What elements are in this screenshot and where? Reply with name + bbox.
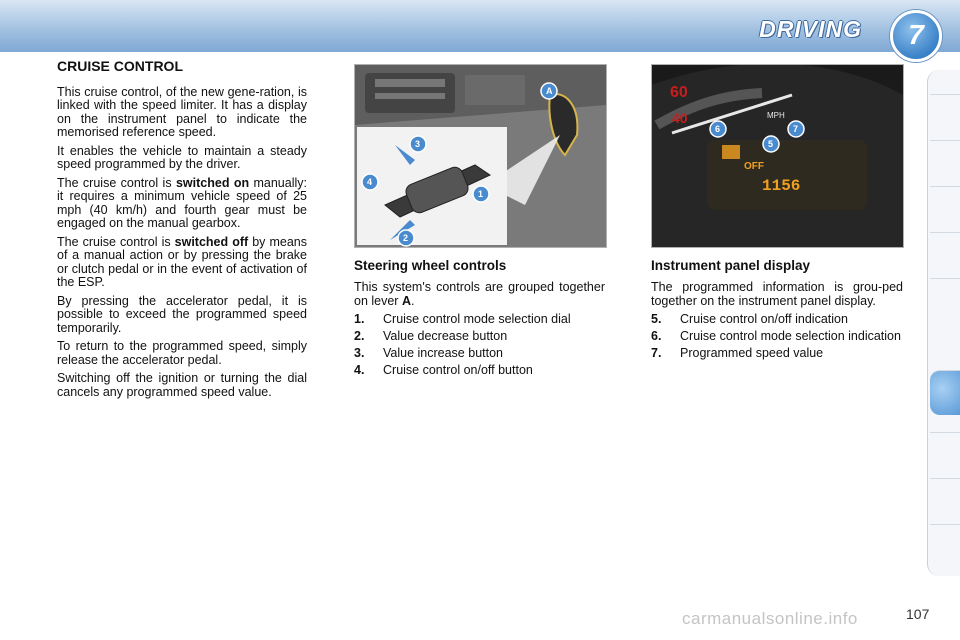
svg-text:1156: 1156 bbox=[762, 177, 801, 195]
svg-text:40: 40 bbox=[672, 110, 688, 126]
page-header bbox=[0, 0, 960, 52]
chapter-badge bbox=[890, 10, 942, 62]
list-item: 7. Programmed speed value bbox=[651, 346, 824, 360]
section-heading: Instrument panel display bbox=[651, 258, 811, 273]
cruise-control-section bbox=[57, 60, 307, 404]
svg-text:7: 7 bbox=[793, 124, 799, 134]
chapter-tab[interactable] bbox=[930, 432, 960, 477]
svg-text:6: 6 bbox=[715, 124, 721, 134]
section-heading: CRUISE CONTROL bbox=[57, 58, 183, 74]
svg-text:4: 4 bbox=[367, 177, 373, 187]
paragraph: This system's controls are grouped together on lever A. bbox=[354, 280, 605, 308]
section-heading: Steering wheel controls bbox=[354, 258, 507, 273]
chapter-tab-rail bbox=[927, 70, 960, 576]
chapter-number: 7 bbox=[908, 19, 924, 50]
svg-text:A: A bbox=[546, 86, 553, 96]
svg-text:1: 1 bbox=[478, 189, 484, 199]
paragraph: The cruise control is switched on manually: it requires a minimum vehicle speed of 25 mph (40 km/h) and fourth gear must be engaged on the manual gearbox. bbox=[57, 175, 307, 230]
chapter-tab[interactable] bbox=[930, 232, 960, 277]
chapter-tab[interactable] bbox=[930, 478, 960, 523]
instrument-panel-display-section bbox=[651, 259, 903, 363]
chapter-tab[interactable] bbox=[930, 94, 960, 139]
list-item: 4. Cruise control on/off button bbox=[354, 363, 533, 377]
svg-text:2: 2 bbox=[403, 233, 409, 243]
list-item: 2. Value decrease button bbox=[354, 329, 508, 343]
watermark: carmanualsonline.info bbox=[682, 609, 858, 628]
paragraph: Switching off the ignition or turning the dial cancels any programmed speed value. bbox=[57, 371, 307, 399]
svg-text:MPH: MPH bbox=[767, 111, 785, 120]
list-item: 6. Cruise control mode selection indication bbox=[651, 329, 901, 343]
page-number: 107 bbox=[906, 606, 930, 622]
paragraph: To return to the programmed speed, simply release the accelerator pedal. bbox=[57, 339, 307, 367]
paragraph: The cruise control is switched off by means of a manual action or by pressing the brake or clutch pedal or in the event of activation of the ESP. bbox=[57, 234, 308, 289]
paragraph: The programmed information is grou-ped together on the instrument panel display. bbox=[651, 280, 903, 308]
chapter-tab[interactable] bbox=[930, 278, 960, 323]
section-title: DRIVING bbox=[759, 16, 862, 42]
list-item: 5. Cruise control on/off indication bbox=[651, 312, 848, 326]
steering-lever-illustration bbox=[355, 65, 606, 247]
steering-wheel-controls-section bbox=[354, 259, 605, 380]
paragraph: By pressing the accelerator pedal, it is possible to exceed the programmed speed temporarily. bbox=[57, 293, 307, 335]
paragraph: This cruise control, of the new gene-ration, is linked with the speed limiter. It has a display on the instrument panel to indicate the memorised reference speed. bbox=[57, 84, 307, 139]
svg-text:5: 5 bbox=[768, 139, 774, 149]
paragraph: It enables the vehicle to maintain a steady speed programmed by the driver. bbox=[57, 143, 307, 171]
list-item: 1. Cruise control mode selection dial bbox=[354, 312, 571, 326]
svg-text:3: 3 bbox=[415, 139, 421, 149]
chapter-tab[interactable] bbox=[930, 524, 960, 569]
instrument-panel-photo bbox=[651, 64, 904, 248]
chapter-tab[interactable] bbox=[930, 186, 960, 231]
chapter-tab-active[interactable] bbox=[930, 370, 960, 415]
list-item: 3. Value increase button bbox=[354, 346, 503, 360]
instrument-panel-illustration bbox=[652, 65, 903, 247]
steering-lever-photo bbox=[354, 64, 607, 248]
svg-text:60: 60 bbox=[670, 84, 688, 101]
chapter-tab[interactable] bbox=[930, 140, 960, 185]
svg-text:OFF: OFF bbox=[744, 161, 764, 172]
